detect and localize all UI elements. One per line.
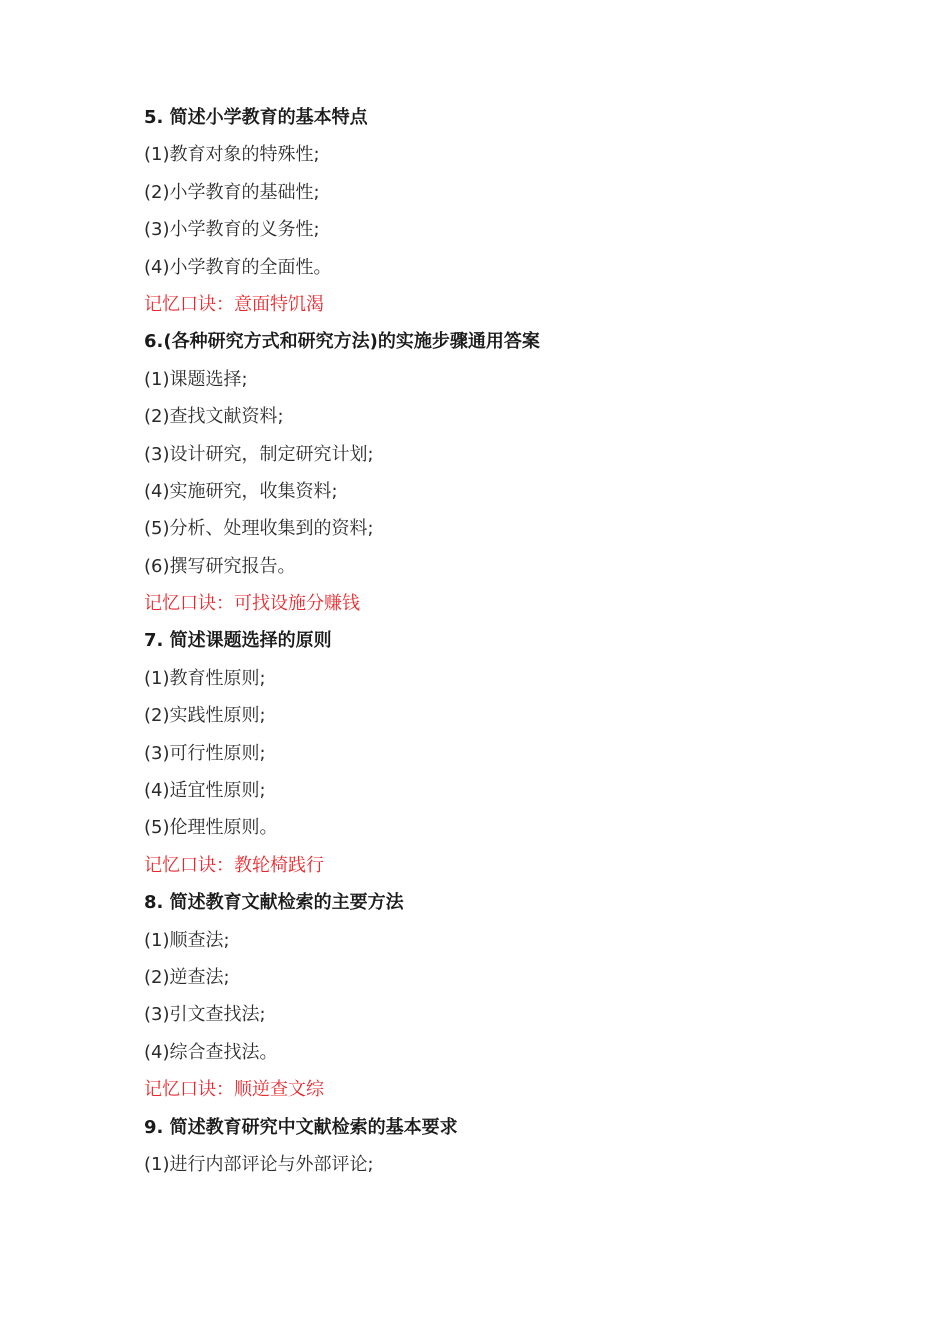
mnemonic-text: 记忆口诀：可找设施分赚钱 xyxy=(144,593,360,615)
mnemonic-text: 记忆口诀：教轮椅践行 xyxy=(144,854,324,876)
list-item: (2)逆查法; xyxy=(144,966,230,988)
section-5 xyxy=(144,99,904,323)
section-8 xyxy=(144,884,904,1108)
list-item: (5)分析、处理收集到的资料; xyxy=(144,518,374,540)
section-6 xyxy=(144,323,904,622)
list-item: (3)可行性原则; xyxy=(144,742,266,764)
list-item: (6)撰写研究报告。 xyxy=(144,555,296,577)
list-item: (2)实践性原则; xyxy=(144,705,266,727)
list-item: (3)设计研究，制定研究计划; xyxy=(144,443,374,465)
list-item: (1)教育性原则; xyxy=(144,667,266,689)
list-item: (2)小学教育的基础性; xyxy=(144,181,320,203)
list-item: (3)小学教育的义务性; xyxy=(144,219,320,241)
section-heading: 7. 简述课题选择的原则 xyxy=(144,630,332,652)
list-item: (4)适宜性原则; xyxy=(144,780,266,802)
document-body xyxy=(144,99,904,1183)
list-item: (4)小学教育的全面性。 xyxy=(144,256,332,278)
list-item: (3)引文查找法; xyxy=(144,1004,266,1026)
section-9 xyxy=(144,1109,904,1184)
section-heading: 8. 简述教育文献检索的主要方法 xyxy=(144,892,404,914)
list-item: (1)课题选择; xyxy=(144,368,248,390)
mnemonic-text: 记忆口诀：顺逆查文综 xyxy=(144,1079,324,1101)
section-heading: 5. 简述小学教育的基本特点 xyxy=(144,107,368,128)
list-item: (1)进行内部评论与外部评论; xyxy=(144,1153,374,1175)
section-heading: 6.(各种研究方式和研究方法)的实施步骤通用答案 xyxy=(144,331,540,353)
list-item: (2)查找文献资料; xyxy=(144,406,284,428)
list-item: (1)顺查法; xyxy=(144,929,230,951)
section-7 xyxy=(144,622,904,884)
list-item: (4)实施研究，收集资料; xyxy=(144,480,338,502)
list-item: (1)教育对象的特殊性; xyxy=(144,144,320,166)
mnemonic-text: 记忆口诀：意面特饥渴 xyxy=(144,293,324,315)
list-item: (5)伦理性原则。 xyxy=(144,817,278,839)
list-item: (4)综合查找法。 xyxy=(144,1041,278,1063)
section-heading: 9. 简述教育研究中文献检索的基本要求 xyxy=(144,1116,458,1138)
